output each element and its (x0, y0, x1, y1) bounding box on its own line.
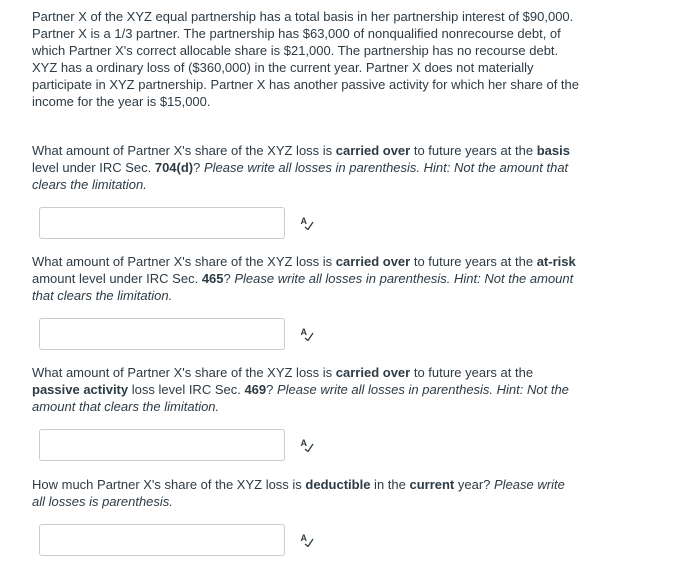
answer-input-3[interactable] (39, 429, 285, 461)
spellcheck-icon[interactable] (300, 327, 314, 341)
question-3 (32, 364, 580, 415)
answer-row-1 (39, 207, 314, 239)
intro-block (32, 8, 580, 129)
svg-text:A: A (300, 216, 307, 226)
question-4-text: How much Partner X's share of the XYZ loss is deductible in the current year? Please write all losses is parenthesis. (32, 477, 565, 509)
svg-text:A: A (300, 533, 307, 543)
problem-statement: Partner X of the XYZ equal partnership has a total basis in her partnership interest of $90,000. Partner X is a 1/3 partner. The partnership has $63,000 of nonqualified nonrecourse debt, of which Partner X's correct allocable share is $21,000. The partnership has no recourse debt. XYZ has a ordinary loss of ($360,000) in the current year. Partner X does not materially participate in XYZ partnership. Partner X has another passive activity for which her share of the income for the year is $15,000. (32, 9, 579, 109)
answer-row-2 (39, 318, 314, 350)
question-2-text: What amount of Partner X's share of the XYZ loss is carried over to future years at the at-risk amount level under IRC Sec. 465? Please write all losses in parenthesis. Hint: Not the amount that clears the limitation. (32, 254, 576, 303)
answer-input-1[interactable] (39, 207, 285, 239)
answer-row-3 (39, 429, 314, 461)
question-3-text: What amount of Partner X's share of the XYZ loss is carried over to future years at the passive activity loss level IRC Sec. 469? Please write all losses in parenthesis. Hint: Not the amount that clears the limitation. (32, 365, 569, 414)
question-1-text: What amount of Partner X's share of the XYZ loss is carried over to future years at the basis level under IRC Sec. 704(d)? Please write all losses in parenthesis. Hint: Not the amount that clears the limitation. (32, 143, 570, 192)
question-4-hint: Please write all losses is parenthesis. (32, 477, 565, 509)
svg-text:A: A (300, 438, 307, 448)
answer-row-4 (39, 524, 314, 556)
question-2 (32, 253, 580, 304)
spellcheck-icon[interactable] (300, 533, 314, 547)
answer-input-4[interactable] (39, 524, 285, 556)
question-4 (32, 476, 580, 510)
question-1-hint: Please write all losses in parenthesis. Hint: Not the amount that clears the limitation. (32, 160, 569, 192)
answer-input-2[interactable] (39, 318, 285, 350)
spellcheck-icon[interactable] (300, 438, 314, 452)
question-1 (32, 142, 580, 193)
question-3-hint: Please write all losses in parenthesis. Hint: Not the amount that clears the limitation. (32, 382, 569, 414)
question-2-hint: Please write all losses in parenthesis. Hint: Not the amount that clears the limitation. (32, 271, 574, 303)
spellcheck-icon[interactable] (300, 216, 314, 230)
svg-text:A: A (300, 327, 307, 337)
